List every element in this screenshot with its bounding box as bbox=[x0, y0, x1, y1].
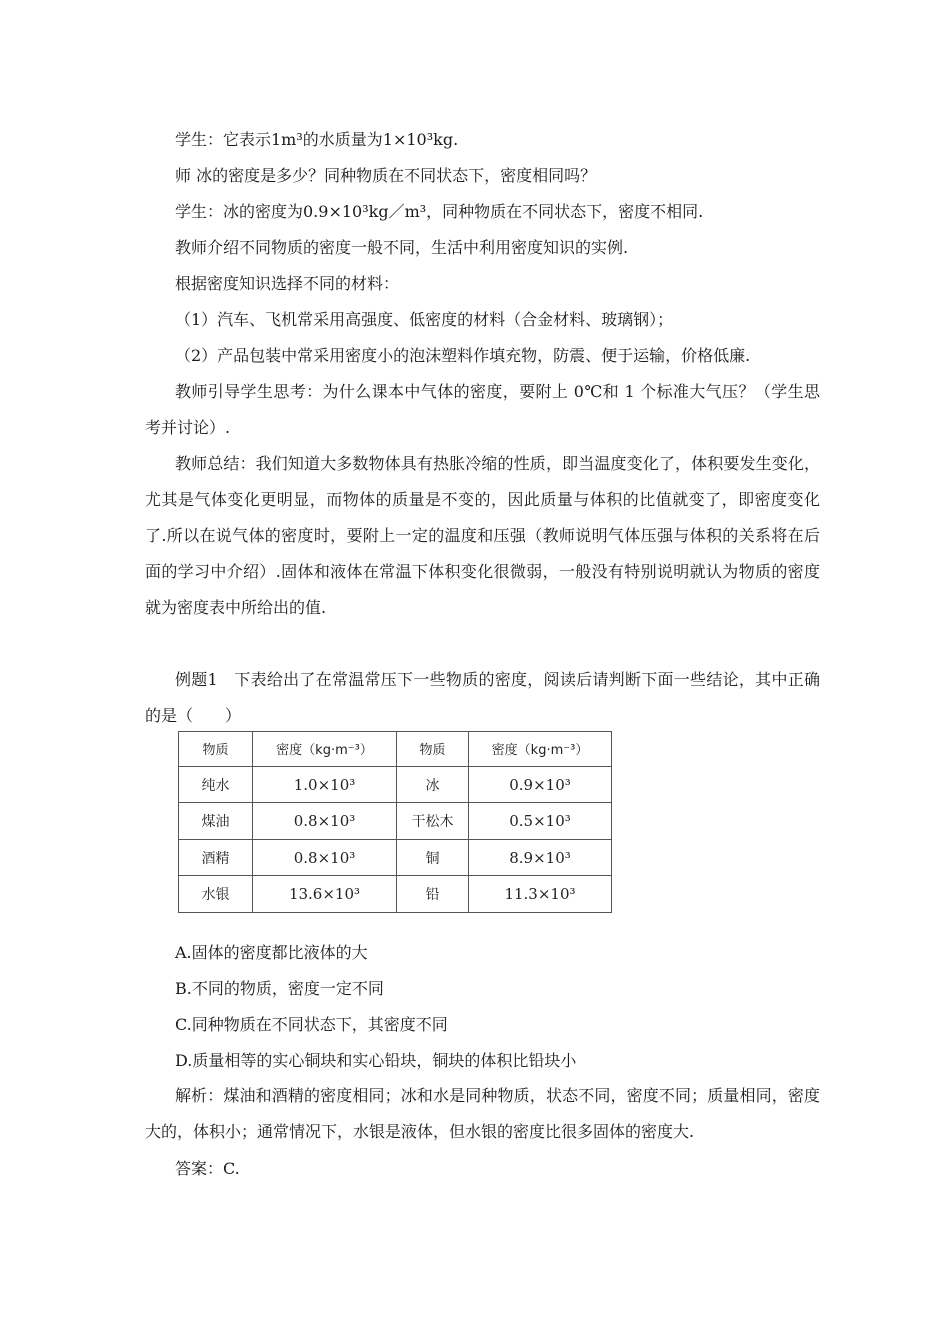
choice-d: D.质量相等的实心铜块和实心铅块，铜块的体积比铅块小 bbox=[175, 1051, 577, 1070]
table-cell-density: 1.0×10³ bbox=[253, 766, 397, 803]
table-row bbox=[179, 839, 612, 876]
paragraph-student-answer-2: 学生：冰的密度为0.9×10³kg／m³，同种物质在不同状态下，密度不相同. bbox=[175, 202, 704, 221]
table-cell-substance: 煤油 bbox=[179, 803, 253, 840]
choice-b: B.不同的物质，密度一定不同 bbox=[175, 979, 384, 998]
paragraph-teacher-question: 师 冰的密度是多少？同种物质在不同状态下，密度相同吗？ bbox=[175, 166, 597, 185]
paragraph-teacher-summary: 教师总结：我们知道大多数物体具有热胀冷缩的性质，即当温度变化了，体积要发生变化，尤其是气体变化更明显，而物体的质量是不变的，因此质量与体积的比值就变了，即密度变化了.所以在说气体的密度时，要附上一定的温度和压强（教师说明气体压强与体积的关系将在后面的学习中介绍）.固体和液体在常温下体积变化很微弱，一般没有特别说明就认为物质的密度就为密度表中所给出的值. bbox=[145, 454, 820, 617]
table-header-cell: 密度（kg·m⁻³） bbox=[253, 732, 397, 767]
table-cell-density: 11.3×10³ bbox=[469, 876, 612, 913]
table-cell-substance: 铅 bbox=[397, 876, 469, 913]
paragraph-material-choice: 根据密度知识选择不同的材料： bbox=[175, 274, 400, 293]
paragraph-example-question: 例题1 下表给出了在常温常压下一些物质的密度，阅读后请判断下面一些结论，其中正确的是（ ） bbox=[145, 670, 820, 725]
choice-a: A.固体的密度都比液体的大 bbox=[175, 943, 368, 962]
table-cell-density: 0.8×10³ bbox=[253, 803, 397, 840]
table-cell-substance: 纯水 bbox=[179, 766, 253, 803]
table-header-cell: 物质 bbox=[397, 732, 469, 767]
paragraph-teacher-guide: 教师引导学生思考：为什么课本中气体的密度，要附上 0℃和 1 个标准大气压？（学生思考并讨论）. bbox=[145, 382, 820, 437]
table-row bbox=[179, 876, 612, 913]
table-header-cell: 密度（kg·m⁻³） bbox=[469, 732, 612, 767]
paragraph-item-1: （1）汽车、飞机常采用高强度、低密度的材料（合金材料、玻璃钢）； bbox=[175, 310, 674, 329]
table-cell-density: 8.9×10³ bbox=[469, 839, 612, 876]
table-cell-substance: 水银 bbox=[179, 876, 253, 913]
paragraph-analysis: 解析：煤油和酒精的密度相同；冰和水是同种物质，状态不同，密度不同；质量相同，密度大的，体积小；通常情况下，水银是液体，但水银的密度比很多固体的密度大. bbox=[145, 1086, 820, 1141]
choice-c: C.同种物质在不同状态下，其密度不同 bbox=[175, 1015, 448, 1034]
table-cell-density: 0.9×10³ bbox=[469, 766, 612, 803]
table-cell-substance: 酒精 bbox=[179, 839, 253, 876]
paragraph-item-2: （2）产品包装中常采用密度小的泡沫塑料作填充物，防震、便于运输，价格低廉. bbox=[175, 346, 751, 365]
paragraph-answer: 答案：C. bbox=[175, 1159, 240, 1178]
table-cell-density: 0.8×10³ bbox=[253, 839, 397, 876]
table-cell-substance: 干松木 bbox=[397, 803, 469, 840]
paragraph-student-answer-1: 学生：它表示1m³的水质量为1×10³kg. bbox=[175, 130, 459, 149]
table-row bbox=[179, 803, 612, 840]
table-cell-density: 13.6×10³ bbox=[253, 876, 397, 913]
table-header-row bbox=[179, 732, 612, 767]
paragraph-teacher-intro: 教师介绍不同物质的密度一般不同，生活中利用密度知识的实例. bbox=[175, 238, 629, 257]
table-cell-substance: 铜 bbox=[397, 839, 469, 876]
density-table bbox=[178, 731, 612, 913]
table-cell-substance: 冰 bbox=[397, 766, 469, 803]
table-row bbox=[179, 766, 612, 803]
table-cell-density: 0.5×10³ bbox=[469, 803, 612, 840]
table-header-cell: 物质 bbox=[179, 732, 253, 767]
